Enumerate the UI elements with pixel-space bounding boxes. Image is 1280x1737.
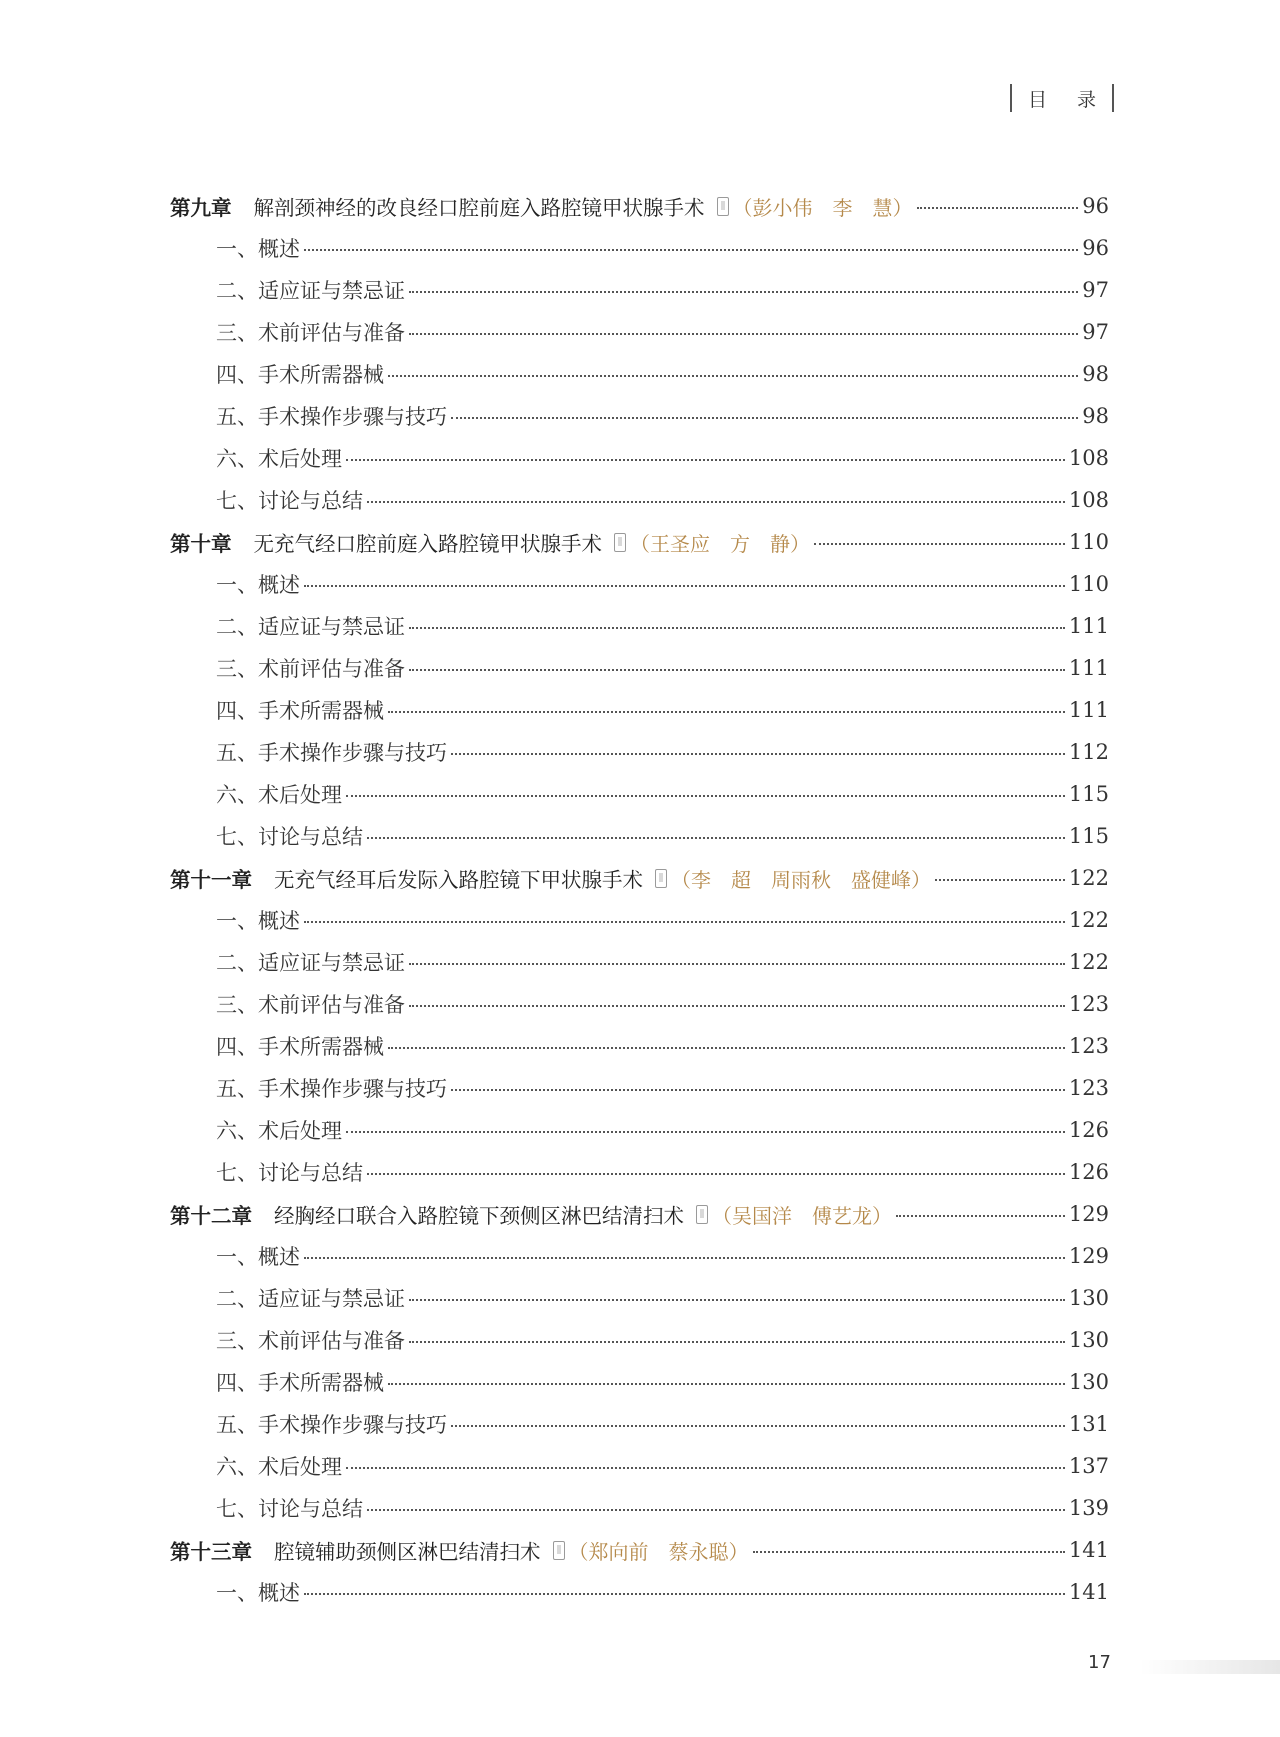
chapter-number: 第十三章 bbox=[170, 1540, 252, 1564]
toc-section-row[interactable] bbox=[170, 689, 1109, 731]
toc-page-number: 130 bbox=[1068, 1286, 1109, 1310]
section-title: 七、讨论与总结 bbox=[216, 1161, 363, 1185]
toc-section-row[interactable] bbox=[170, 269, 1109, 311]
toc-section-row[interactable] bbox=[170, 1487, 1109, 1529]
phone-video-icon[interactable] bbox=[717, 197, 729, 216]
dot-leader bbox=[409, 1341, 1065, 1343]
section-title: 七、讨论与总结 bbox=[216, 1497, 363, 1521]
toc-section-row[interactable] bbox=[170, 1025, 1109, 1067]
section-title: 四、手术所需器械 bbox=[216, 1035, 384, 1059]
toc-section-row[interactable] bbox=[170, 437, 1109, 479]
toc-section-row[interactable] bbox=[170, 815, 1109, 857]
toc-page-number: 96 bbox=[1082, 236, 1109, 260]
toc-page-number: 111 bbox=[1068, 656, 1109, 680]
toc-section-row[interactable] bbox=[170, 563, 1109, 605]
dot-leader bbox=[388, 711, 1065, 713]
section-title: 二、适应证与禁忌证 bbox=[216, 951, 405, 975]
dot-leader bbox=[388, 375, 1078, 377]
section-title: 五、手术操作步骤与技巧 bbox=[216, 1413, 447, 1437]
dot-leader bbox=[388, 1383, 1065, 1385]
toc-chapter-row[interactable] bbox=[170, 1529, 1109, 1571]
toc-page-number: 122 bbox=[1068, 950, 1109, 974]
chapter-authors: （彭小伟 李 慧） bbox=[732, 195, 913, 220]
toc-page-number: 122 bbox=[1068, 908, 1109, 932]
chapter-title: 腔镜辅助颈侧区淋巴结清扫术 bbox=[274, 1540, 541, 1564]
section-title: 二、适应证与禁忌证 bbox=[216, 615, 405, 639]
toc-page-number: 108 bbox=[1068, 488, 1109, 512]
toc-page-number: 110 bbox=[1068, 530, 1109, 554]
dot-leader bbox=[367, 1173, 1065, 1175]
toc-section-row[interactable] bbox=[170, 605, 1109, 647]
dot-leader bbox=[304, 249, 1078, 251]
toc-section-row[interactable] bbox=[170, 353, 1109, 395]
section-title: 五、手术操作步骤与技巧 bbox=[216, 741, 447, 765]
toc-section-row[interactable] bbox=[170, 731, 1109, 773]
section-title: 三、术前评估与准备 bbox=[216, 1329, 405, 1353]
toc-section-row[interactable] bbox=[170, 983, 1109, 1025]
section-title: 三、术前评估与准备 bbox=[216, 993, 405, 1017]
toc-section-row[interactable] bbox=[170, 227, 1109, 269]
toc-page-number: 126 bbox=[1068, 1160, 1109, 1184]
toc-section-row[interactable] bbox=[170, 1235, 1109, 1277]
dot-leader bbox=[346, 459, 1065, 461]
toc-section-row[interactable] bbox=[170, 773, 1109, 815]
toc-page-number: 115 bbox=[1068, 824, 1109, 848]
chapter-number: 第十一章 bbox=[170, 868, 252, 892]
toc-section-row[interactable] bbox=[170, 1319, 1109, 1361]
dot-leader bbox=[304, 1593, 1065, 1595]
section-title: 四、手术所需器械 bbox=[216, 363, 384, 387]
dot-leader bbox=[896, 1215, 1065, 1217]
section-title: 一、概述 bbox=[216, 1581, 300, 1605]
dot-leader bbox=[367, 501, 1065, 503]
toc-section-row[interactable] bbox=[170, 311, 1109, 353]
dot-leader bbox=[409, 963, 1065, 965]
toc-page-number: 123 bbox=[1068, 992, 1109, 1016]
chapter-number: 第九章 bbox=[170, 196, 232, 220]
chapter-authors: （吴国洋 傅艺龙） bbox=[712, 1203, 892, 1228]
toc-section-row[interactable] bbox=[170, 899, 1109, 941]
chapter-authors: （王圣应 方 静） bbox=[630, 531, 810, 556]
toc-section-row[interactable] bbox=[170, 647, 1109, 689]
table-of-contents bbox=[170, 185, 1109, 1613]
toc-section-row[interactable] bbox=[170, 1277, 1109, 1319]
chapter-title: 经胸经口联合入路腔镜下颈侧区淋巴结清扫术 bbox=[274, 1204, 684, 1228]
toc-section-row[interactable] bbox=[170, 479, 1109, 521]
dot-leader bbox=[451, 417, 1078, 419]
toc-page-number: 130 bbox=[1068, 1370, 1109, 1394]
section-title: 六、术后处理 bbox=[216, 1455, 342, 1479]
toc-page-number: 111 bbox=[1068, 614, 1109, 638]
header-title: 目 录 bbox=[1027, 88, 1109, 111]
dot-leader bbox=[409, 627, 1065, 629]
section-title: 六、术后处理 bbox=[216, 1119, 342, 1143]
dot-leader bbox=[753, 1551, 1065, 1553]
toc-chapter-row[interactable] bbox=[170, 857, 1109, 899]
phone-video-icon[interactable] bbox=[655, 869, 667, 888]
toc-section-row[interactable] bbox=[170, 941, 1109, 983]
dot-leader bbox=[917, 207, 1079, 209]
chapter-authors: （李 超 周雨秋 盛健峰） bbox=[671, 867, 931, 892]
toc-page-number: 137 bbox=[1068, 1454, 1109, 1478]
dot-leader bbox=[814, 543, 1065, 545]
dot-leader bbox=[388, 1047, 1065, 1049]
section-title: 七、讨论与总结 bbox=[216, 825, 363, 849]
dot-leader bbox=[346, 795, 1065, 797]
toc-page-number: 130 bbox=[1068, 1328, 1109, 1352]
chapter-title: 无充气经耳后发际入路腔镜下甲状腺手术 bbox=[274, 868, 643, 892]
dot-leader bbox=[409, 1005, 1065, 1007]
chapter-number: 第十二章 bbox=[170, 1204, 252, 1228]
dot-leader bbox=[409, 669, 1065, 671]
page-number: 17 bbox=[1088, 1652, 1111, 1673]
toc-section-row[interactable] bbox=[170, 395, 1109, 437]
section-title: 三、术前评估与准备 bbox=[216, 321, 405, 345]
toc-section-row[interactable] bbox=[170, 1571, 1109, 1613]
toc-page-number: 129 bbox=[1068, 1244, 1109, 1268]
chapter-authors: （郑向前 蔡永聪） bbox=[568, 1539, 749, 1564]
phone-video-icon[interactable] bbox=[696, 1205, 708, 1224]
toc-section-row[interactable] bbox=[170, 1067, 1109, 1109]
section-title: 六、术后处理 bbox=[216, 783, 342, 807]
section-title: 六、术后处理 bbox=[216, 447, 342, 471]
section-title: 一、概述 bbox=[216, 573, 300, 597]
section-title: 四、手术所需器械 bbox=[216, 1371, 384, 1395]
toc-page-number: 122 bbox=[1068, 866, 1109, 890]
toc-page-number: 123 bbox=[1068, 1076, 1109, 1100]
toc-page-number: 97 bbox=[1082, 278, 1109, 302]
dot-leader bbox=[935, 879, 1065, 881]
toc-page-number: 141 bbox=[1068, 1538, 1109, 1562]
phone-video-icon[interactable] bbox=[614, 533, 626, 552]
dot-leader bbox=[451, 1089, 1065, 1091]
dot-leader bbox=[346, 1467, 1065, 1469]
toc-page-number: 96 bbox=[1082, 194, 1109, 218]
toc-page-number: 108 bbox=[1068, 446, 1109, 470]
section-title: 五、手术操作步骤与技巧 bbox=[216, 405, 447, 429]
dot-leader bbox=[451, 753, 1065, 755]
dot-leader bbox=[409, 1299, 1065, 1301]
toc-page-number: 98 bbox=[1082, 362, 1109, 386]
section-title: 二、适应证与禁忌证 bbox=[216, 1287, 405, 1311]
dot-leader bbox=[409, 333, 1078, 335]
toc-section-row[interactable] bbox=[170, 1151, 1109, 1193]
chapter-title: 解剖颈神经的改良经口腔前庭入路腔镜甲状腺手术 bbox=[253, 196, 705, 220]
section-title: 七、讨论与总结 bbox=[216, 489, 363, 513]
toc-section-row[interactable] bbox=[170, 1445, 1109, 1487]
phone-video-icon[interactable] bbox=[553, 1541, 565, 1560]
toc-page-number: 131 bbox=[1068, 1412, 1109, 1436]
section-title: 一、概述 bbox=[216, 1245, 300, 1269]
section-title: 四、手术所需器械 bbox=[216, 699, 384, 723]
toc-chapter-row[interactable] bbox=[170, 521, 1109, 563]
dot-leader bbox=[304, 921, 1065, 923]
toc-page-number: 123 bbox=[1068, 1034, 1109, 1058]
section-title: 五、手术操作步骤与技巧 bbox=[216, 1077, 447, 1101]
section-title: 三、术前评估与准备 bbox=[216, 657, 405, 681]
toc-page-number: 115 bbox=[1068, 782, 1109, 806]
toc-section-row[interactable] bbox=[170, 1403, 1109, 1445]
footer-decoration bbox=[1140, 1660, 1280, 1674]
running-header bbox=[1010, 84, 1114, 112]
dot-leader bbox=[367, 1509, 1065, 1511]
toc-page-number: 110 bbox=[1068, 572, 1109, 596]
toc-chapter-row[interactable] bbox=[170, 1193, 1109, 1235]
toc-page-number: 141 bbox=[1068, 1580, 1109, 1604]
section-title: 二、适应证与禁忌证 bbox=[216, 279, 405, 303]
section-title: 一、概述 bbox=[216, 237, 300, 261]
dot-leader bbox=[409, 291, 1078, 293]
toc-page-number: 112 bbox=[1068, 740, 1109, 764]
toc-page-number: 129 bbox=[1068, 1202, 1109, 1226]
toc-section-row[interactable] bbox=[170, 1109, 1109, 1151]
toc-section-row[interactable] bbox=[170, 1361, 1109, 1403]
dot-leader bbox=[367, 837, 1065, 839]
dot-leader bbox=[451, 1425, 1065, 1427]
toc-chapter-row[interactable] bbox=[170, 185, 1109, 227]
toc-page-number: 126 bbox=[1068, 1118, 1109, 1142]
chapter-number: 第十章 bbox=[170, 532, 232, 556]
toc-page-number: 139 bbox=[1068, 1496, 1109, 1520]
chapter-title: 无充气经口腔前庭入路腔镜甲状腺手术 bbox=[253, 532, 602, 556]
toc-page-number: 98 bbox=[1082, 404, 1109, 428]
section-title: 一、概述 bbox=[216, 909, 300, 933]
toc-page-number: 111 bbox=[1068, 698, 1109, 722]
dot-leader bbox=[304, 585, 1065, 587]
dot-leader bbox=[346, 1131, 1065, 1133]
toc-page-number: 97 bbox=[1082, 320, 1109, 344]
dot-leader bbox=[304, 1257, 1065, 1259]
